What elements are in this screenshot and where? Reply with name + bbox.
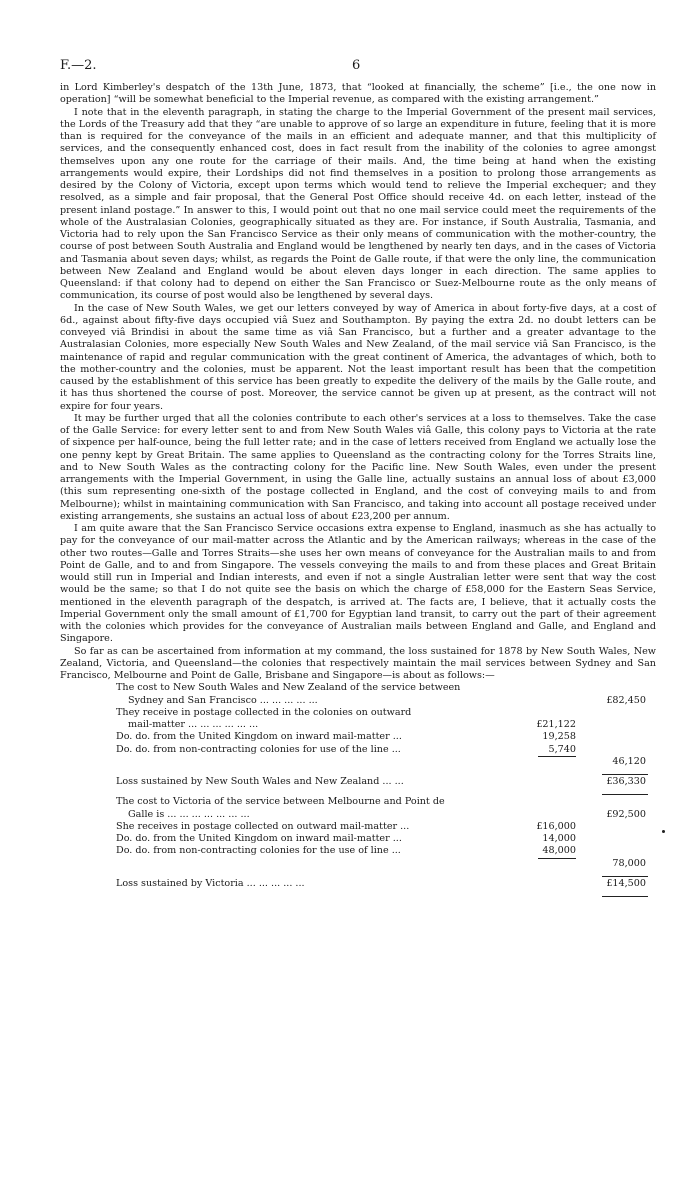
- table-row: Do. do. from non-contracting colonies for the use of line ... 48,000: [116, 845, 576, 857]
- page-number: 6: [352, 58, 361, 73]
- spacer: [60, 768, 656, 776]
- table-row: They receive in postage collected in the colonies on outward: [116, 706, 412, 718]
- table-row: 46,120: [60, 756, 656, 768]
- paragraph: It may be further urged that all the colonies contribute to each other's services at a loss to themselves. Take the case of the Galle Service: for every letter sent to and from New South Wales viâ Galle, this colony pays to Victoria at the rate of sixpence per half-ounce, being the full letter rate; and in the case of letters received from England we actually lose the one penny kept by Great Britain. The same applies to Queensland as the contracting colony for the Torres Straits line, and to New South Wales as the contracting colony for the Pacific line. New South Wales, even under the present arrangements with the Imperial Government, in using the Galle line, actually sustains an annual loss of about £3,000 (this sum representing one-sixth of the postage collected in England, and the cost of conveying mails to and from Melbourne); whilst in maintaining communication with San Francisco, and taking into account all postage received under existing arrangements, she sustains an actual loss of about £23,200 per annum.: [60, 412, 656, 522]
- table-row: 78,000: [60, 858, 656, 870]
- spacer: [60, 890, 656, 898]
- paragraph: I note that in the eleventh paragraph, in stating the charge to the Imperial Government of the present mail services, the Lords of the Treasury add that they “are unable to approve of so large an expenditure in future, feeling that it is more than is required for the conveyance of the mails in an efficient and adequate manner, and that this multiplicity of services, and the consequently enhanced cost, does in fact result from the inability of the colonies to agree amongst themselves upon any one route for the carriage of their mails. And, the time being at hand when the existing arrangements would expire, their Lordships did not find themselves in a position to prolong those arrangements as desired by the Colony of Victoria, except upon terms which would tend to relieve the Imperial exchequer; and they resolved, as a simple and fair proposal, that the General Post Office should receive 4d. on each letter, instead of the present inland postage.” In answer to this, I would point out that no one mail service could meet the requirements of the whole of the Australasian Colonies, geographically situated as they are. For instance, if South Australia, Tasmania, and Victoria had to rely upon the San Francisco Service as their only means of communication with the mother-country, the course of post between South Australia and England would be lengthened by nearly ten days, and in the cases of Victoria and Tasmania about seven days; whilst, as regards the Point de Galle route, if that were the only line, the communication between New Zealand and England would be about eleven days longer in each direction. The same applies to Queensland: if that colony had to depend on either the San Francisco or Suez-Melbourne route as the only means of communication, its course of post would also be lengthened by several days.: [60, 106, 656, 302]
- sum-rule: [538, 858, 576, 859]
- document-reference: F.—2.: [60, 58, 97, 73]
- sum-rule: [602, 774, 648, 775]
- table-row: The cost to New South Wales and New Zealand of the service between: [116, 682, 461, 694]
- spacer: [60, 788, 656, 796]
- table-row: mail-matter ... ... ... ... ... ... £21,122: [128, 719, 576, 730]
- body-text: [60, 82, 656, 682]
- ink-speck: [662, 830, 665, 833]
- sum-rule: [538, 756, 576, 757]
- loss-statement-table: [60, 682, 656, 898]
- table-row: Do. do. from non-contracting colonies for use of the line ... 5,740: [116, 743, 576, 755]
- paragraph: in Lord Kimberley's despatch of the 13th June, 1873, that “looked at financially, the scheme” [i.e., the one now in operation] “will be somewhat beneficial to the Imperial revenue, as compared with the existing arrangement.”: [60, 82, 656, 106]
- page-header: [60, 58, 656, 82]
- table-row: Do. do. from the United Kingdom on inward mail-matter ... 19,258: [116, 731, 576, 743]
- sum-rule: [602, 896, 648, 897]
- sum-rule: [602, 794, 648, 795]
- sum-rule: [602, 876, 648, 877]
- table-row: Sydney and San Francisco ... ... ... ... ... £82,450: [128, 694, 646, 706]
- table-row: Do. do. from the United Kingdom on inward mail-matter ... 14,000: [116, 833, 576, 844]
- paragraph: I am quite aware that the San Francisco Service occasions extra expense to England, inasmuch as she has actually to pay for the conveyance of our mail-matter across the Atlantic and by the American railways; whereas in the case of the other two routes—Galle and Torres Straits—she uses her own means of conveyance for the Australian mails to and from Point de Galle, and to and from Singapore. The vessels conveying the mails to and from these places and Great Britain would still run in Imperial and Indian interests, and even if not a single Australian letter were sent that way the cost would be the same; so that I do not quite see the basis on which the charge of £58,000 for the Eastern Seas Service, mentioned in the eleventh paragraph of the despatch, is arrived at. The facts are, I believe, that it actually costs the Imperial Government only the small amount of £1,700 for Egyptian land transit, to carry out the part of their agreement with the colonies which provides for the conveyance of Australian mails between England and Galle, and England and Singapore.: [60, 523, 656, 645]
- spacer: [60, 870, 656, 878]
- paragraph: So far as can be ascertained from information at my command, the loss sustained for 1878 by New South Wales, New Zealand, Victoria, and Queensland—the colonies that respectively maintain the mail services between Sydney and San Francisco, Melbourne and Point de Galle, Brisbane and Singapore—is about as follows:—: [60, 645, 656, 681]
- table-row: Galle is ... ... ... ... ... ... ... £92,500: [128, 808, 646, 820]
- table-row: Loss sustained by Victoria ... ... ... ... ... £14,500: [116, 877, 646, 889]
- table-row: She receives in postage collected on outward mail-matter ... £16,000: [116, 820, 576, 832]
- paragraph: In the case of New South Wales, we get our letters conveyed by way of America in about forty-five days, at a cost of 6d., against about fifty-five days occupied viâ Suez and Southampton. By paying the extra 2d. no doubt letters can be conveyed viâ Brindisi in about the same time as viâ San Francisco, but a further and a greater advantage to the Australasian Colonies, more especially New South Wales and New Zealand, of the mail service viâ San Francisco, is the maintenance of rapid and regular communication with the great continent of America, the advantages of which, both to the mother-country and the colonies, must be apparent. Not the least important result has been that the competition caused by the establishment of this service has been greatly to expedite the delivery of the mails by the Galle route, and it has thus shortened the course of post. Moreover, the service cannot be given up at present, as the contract will not expire for four years.: [60, 302, 656, 412]
- table-row: Loss sustained by New South Wales and New Zealand ... ... £36,330: [116, 776, 646, 787]
- table-row: The cost to Victoria of the service between Melbourne and Point de: [116, 796, 445, 808]
- document-page: [60, 58, 656, 898]
